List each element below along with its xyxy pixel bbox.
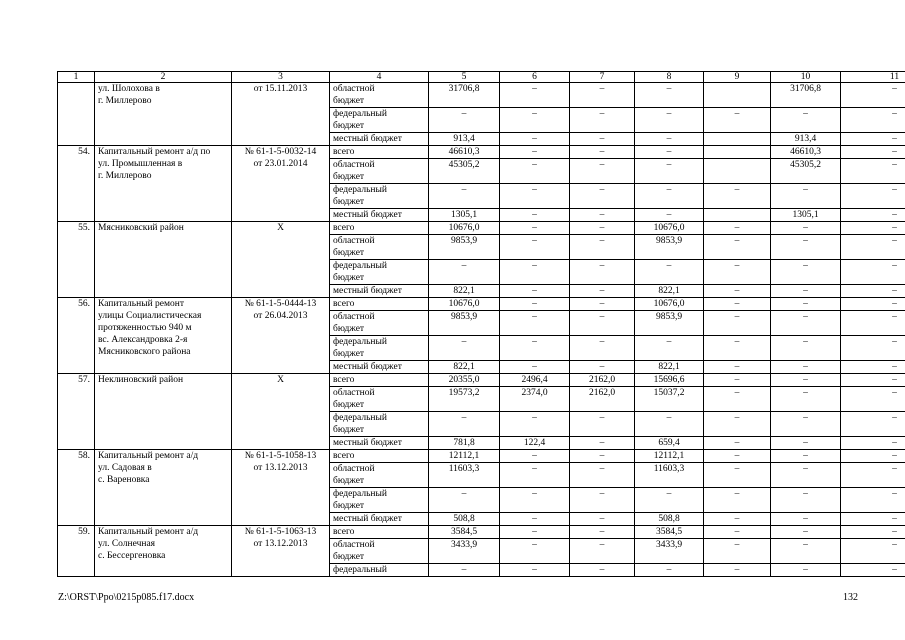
value-cell: 45305,2 <box>429 159 500 184</box>
value-cell: – <box>771 463 841 488</box>
value-cell: 10676,0 <box>429 298 500 311</box>
value-cell: – <box>635 146 704 159</box>
header-row <box>58 72 905 83</box>
value-cell: – <box>841 222 905 235</box>
value-cell: – <box>704 412 771 437</box>
object-name-cell: Мясниковский район <box>95 222 232 298</box>
value-cell: – <box>704 463 771 488</box>
value-cell: – <box>635 83 704 108</box>
value-cell: – <box>771 184 841 209</box>
budget-source-cell: всего <box>330 146 429 159</box>
value-cell: – <box>635 159 704 184</box>
value-cell: – <box>841 526 905 539</box>
value-cell <box>704 209 771 222</box>
table-row <box>58 526 905 539</box>
table-row <box>58 450 905 463</box>
value-cell: – <box>771 412 841 437</box>
value-cell: – <box>704 513 771 526</box>
value-cell: 2162,0 <box>570 374 635 387</box>
budget-source-cell: федеральный бюджет <box>330 260 429 285</box>
value-cell: – <box>635 209 704 222</box>
value-cell: – <box>771 387 841 412</box>
value-cell: – <box>500 184 570 209</box>
value-cell: 10676,0 <box>635 222 704 235</box>
document-cell: от 15.11.2013 <box>232 83 330 146</box>
table-body <box>58 83 905 577</box>
value-cell: – <box>500 260 570 285</box>
value-cell: – <box>841 336 905 361</box>
value-cell: – <box>570 260 635 285</box>
document-cell: Х <box>232 222 330 298</box>
value-cell: – <box>500 513 570 526</box>
budget-source-cell: федеральный бюджет <box>330 488 429 513</box>
value-cell: – <box>841 285 905 298</box>
budget-source-cell: областной бюджет <box>330 311 429 336</box>
value-cell: – <box>771 108 841 133</box>
value-cell: 12112,1 <box>429 450 500 463</box>
budget-source-cell: всего <box>330 222 429 235</box>
budget-source-cell: федеральный бюджет <box>330 336 429 361</box>
row-number-cell: 59. <box>58 526 95 577</box>
budget-source-cell: местный бюджет <box>330 209 429 222</box>
budget-source-cell: федеральный <box>330 564 429 577</box>
value-cell: – <box>771 361 841 374</box>
value-cell: – <box>841 387 905 412</box>
budget-source-cell: областной бюджет <box>330 159 429 184</box>
table-row <box>58 374 905 387</box>
value-cell: – <box>570 298 635 311</box>
value-cell: – <box>570 222 635 235</box>
value-cell: 15037,2 <box>635 387 704 412</box>
value-cell: – <box>635 133 704 146</box>
budget-source-cell: всего <box>330 374 429 387</box>
header-cell: 7 <box>570 72 635 83</box>
value-cell: – <box>704 526 771 539</box>
value-cell: 1305,1 <box>771 209 841 222</box>
object-name-cell: Капитальный ремонт а/д ул. Солнечная с. Бессергеновка <box>95 526 232 577</box>
value-cell: – <box>570 235 635 260</box>
value-cell: – <box>570 311 635 336</box>
value-cell <box>704 159 771 184</box>
value-cell: 31706,8 <box>771 83 841 108</box>
value-cell: 3433,9 <box>635 539 704 564</box>
value-cell: – <box>500 209 570 222</box>
value-cell: – <box>635 336 704 361</box>
value-cell: – <box>570 412 635 437</box>
value-cell: 1305,1 <box>429 209 500 222</box>
value-cell: – <box>570 146 635 159</box>
document-cell: № 61-1-5-1063-13 от 13.12.2013 <box>232 526 330 577</box>
page-number: 132 <box>843 592 858 603</box>
value-cell: 659,4 <box>635 437 704 450</box>
value-cell: – <box>570 209 635 222</box>
row-number-cell <box>58 83 95 146</box>
document-cell: № 61-1-5-0444-13 от 26.04.2013 <box>232 298 330 374</box>
value-cell: – <box>500 285 570 298</box>
value-cell: – <box>771 260 841 285</box>
value-cell: 2374,0 <box>500 387 570 412</box>
header-cell: 8 <box>635 72 704 83</box>
row-number-cell: 57. <box>58 374 95 450</box>
value-cell: – <box>771 539 841 564</box>
table-row <box>58 222 905 235</box>
value-cell: 508,8 <box>429 513 500 526</box>
table-row <box>58 298 905 311</box>
header-cell: 3 <box>232 72 330 83</box>
value-cell: – <box>841 539 905 564</box>
value-cell: – <box>841 159 905 184</box>
value-cell: – <box>841 133 905 146</box>
value-cell: 822,1 <box>635 361 704 374</box>
value-cell: – <box>704 222 771 235</box>
header-cell: 4 <box>330 72 429 83</box>
value-cell: – <box>429 412 500 437</box>
value-cell: – <box>771 450 841 463</box>
value-cell: – <box>841 209 905 222</box>
value-cell: – <box>570 539 635 564</box>
object-name-cell: Капитальный ремонт улицы Социалистическая протяженностью 940 м вс. Александровка 2-я Мясниковского района <box>95 298 232 374</box>
value-cell: – <box>841 463 905 488</box>
value-cell: – <box>841 488 905 513</box>
value-cell <box>704 133 771 146</box>
value-cell <box>704 146 771 159</box>
object-name-cell: Капитальный ремонт а/д ул. Садовая в с. Вареновка <box>95 450 232 526</box>
value-cell: – <box>570 361 635 374</box>
value-cell: 2162,0 <box>570 387 635 412</box>
value-cell: – <box>570 83 635 108</box>
budget-table <box>57 71 905 577</box>
document-cell: № 61-1-5-1058-13 от 13.12.2013 <box>232 450 330 526</box>
value-cell: 45305,2 <box>771 159 841 184</box>
value-cell: – <box>500 488 570 513</box>
value-cell: – <box>570 184 635 209</box>
value-cell: – <box>704 450 771 463</box>
value-cell: – <box>500 336 570 361</box>
value-cell: – <box>500 235 570 260</box>
value-cell: – <box>841 83 905 108</box>
value-cell: – <box>570 463 635 488</box>
value-cell: – <box>429 184 500 209</box>
value-cell: 10676,0 <box>635 298 704 311</box>
value-cell: – <box>570 488 635 513</box>
value-cell: – <box>704 108 771 133</box>
value-cell: 20355,0 <box>429 374 500 387</box>
value-cell: – <box>635 184 704 209</box>
value-cell: – <box>570 108 635 133</box>
value-cell: – <box>570 336 635 361</box>
value-cell: 2496,4 <box>500 374 570 387</box>
value-cell: – <box>500 526 570 539</box>
value-cell: – <box>429 260 500 285</box>
table-row <box>58 83 905 108</box>
budget-source-cell: федеральный бюджет <box>330 184 429 209</box>
value-cell: 781,8 <box>429 437 500 450</box>
value-cell: – <box>704 387 771 412</box>
value-cell: 12112,1 <box>635 450 704 463</box>
value-cell: – <box>635 564 704 577</box>
value-cell: – <box>500 564 570 577</box>
value-cell: – <box>771 374 841 387</box>
value-cell: – <box>704 285 771 298</box>
header-cell: 10 <box>771 72 841 83</box>
value-cell: – <box>841 260 905 285</box>
header-cell: 9 <box>704 72 771 83</box>
value-cell: – <box>704 437 771 450</box>
budget-source-cell: федеральный бюджет <box>330 108 429 133</box>
value-cell: – <box>841 564 905 577</box>
budget-source-cell: местный бюджет <box>330 361 429 374</box>
value-cell: 508,8 <box>635 513 704 526</box>
value-cell: 9853,9 <box>635 311 704 336</box>
value-cell: – <box>570 564 635 577</box>
value-cell: – <box>500 133 570 146</box>
budget-source-cell: всего <box>330 526 429 539</box>
value-cell: – <box>771 222 841 235</box>
value-cell: 122,4 <box>500 437 570 450</box>
value-cell: – <box>570 133 635 146</box>
row-number-cell: 56. <box>58 298 95 374</box>
value-cell: – <box>704 260 771 285</box>
value-cell: – <box>841 437 905 450</box>
value-cell: 11603,3 <box>635 463 704 488</box>
value-cell: – <box>771 513 841 526</box>
value-cell: – <box>841 412 905 437</box>
value-cell: 822,1 <box>429 285 500 298</box>
value-cell: – <box>500 83 570 108</box>
value-cell: 9853,9 <box>635 235 704 260</box>
value-cell: – <box>841 184 905 209</box>
value-cell: 913,4 <box>429 133 500 146</box>
budget-source-cell: областной бюджет <box>330 235 429 260</box>
value-cell: – <box>429 564 500 577</box>
value-cell: – <box>841 298 905 311</box>
value-cell: – <box>704 298 771 311</box>
value-cell: 31706,8 <box>429 83 500 108</box>
value-cell: – <box>841 235 905 260</box>
value-cell: 913,4 <box>771 133 841 146</box>
value-cell: – <box>500 539 570 564</box>
value-cell: – <box>704 336 771 361</box>
object-name-cell: ул. Шолохова в г. Миллерово <box>95 83 232 146</box>
value-cell: 3584,5 <box>635 526 704 539</box>
value-cell: – <box>500 108 570 133</box>
header-cell: 2 <box>95 72 232 83</box>
value-cell: – <box>841 513 905 526</box>
value-cell: – <box>429 488 500 513</box>
budget-source-cell: местный бюджет <box>330 513 429 526</box>
value-cell: 3584,5 <box>429 526 500 539</box>
value-cell: – <box>704 539 771 564</box>
value-cell: 11603,3 <box>429 463 500 488</box>
object-name-cell: Неклиновский район <box>95 374 232 450</box>
value-cell: – <box>771 336 841 361</box>
budget-source-cell: местный бюджет <box>330 285 429 298</box>
object-name-cell: Капитальный ремонт а/д по ул. Промышленная в г. Миллерово <box>95 146 232 222</box>
value-cell: – <box>771 488 841 513</box>
value-cell: – <box>841 361 905 374</box>
budget-source-cell: местный бюджет <box>330 437 429 450</box>
budget-source-cell: областной бюджет <box>330 539 429 564</box>
budget-source-cell: всего <box>330 450 429 463</box>
value-cell: – <box>635 412 704 437</box>
row-number-cell: 54. <box>58 146 95 222</box>
value-cell: – <box>704 361 771 374</box>
value-cell: – <box>841 374 905 387</box>
value-cell: – <box>429 108 500 133</box>
value-cell: 9853,9 <box>429 311 500 336</box>
value-cell: – <box>704 184 771 209</box>
value-cell: – <box>841 146 905 159</box>
value-cell: – <box>635 108 704 133</box>
value-cell: – <box>570 513 635 526</box>
value-cell: 15696,6 <box>635 374 704 387</box>
value-cell: – <box>771 526 841 539</box>
budget-source-cell: областной бюджет <box>330 83 429 108</box>
value-cell: – <box>704 488 771 513</box>
budget-source-cell: областной бюджет <box>330 463 429 488</box>
value-cell: – <box>704 235 771 260</box>
document-cell: Х <box>232 374 330 450</box>
value-cell: 3433,9 <box>429 539 500 564</box>
value-cell: – <box>570 450 635 463</box>
value-cell: – <box>771 311 841 336</box>
header-cell: 1 <box>58 72 95 83</box>
value-cell: 822,1 <box>429 361 500 374</box>
budget-source-cell: местный бюджет <box>330 133 429 146</box>
value-cell: – <box>635 260 704 285</box>
value-cell: – <box>570 285 635 298</box>
budget-source-cell: федеральный бюджет <box>330 412 429 437</box>
budget-source-cell: всего <box>330 298 429 311</box>
value-cell: – <box>704 564 771 577</box>
value-cell: 9853,9 <box>429 235 500 260</box>
value-cell: – <box>771 285 841 298</box>
value-cell: – <box>570 526 635 539</box>
value-cell: – <box>771 437 841 450</box>
footer-file-path: Z:\ORST\Ppo\0215p085.f17.docx <box>58 592 195 603</box>
value-cell: 46610,3 <box>429 146 500 159</box>
value-cell <box>704 83 771 108</box>
header-cell: 6 <box>500 72 570 83</box>
value-cell: – <box>500 146 570 159</box>
value-cell: – <box>429 336 500 361</box>
value-cell: – <box>771 564 841 577</box>
value-cell: 46610,3 <box>771 146 841 159</box>
document-cell: № 61-1-5-0032-14 от 23.01.2014 <box>232 146 330 222</box>
value-cell: – <box>500 450 570 463</box>
value-cell: – <box>841 311 905 336</box>
value-cell: – <box>500 412 570 437</box>
value-cell: – <box>500 298 570 311</box>
value-cell: – <box>841 450 905 463</box>
table-row <box>58 146 905 159</box>
value-cell: – <box>500 463 570 488</box>
value-cell: – <box>500 361 570 374</box>
budget-source-cell: областной бюджет <box>330 387 429 412</box>
value-cell: – <box>500 222 570 235</box>
value-cell: 10676,0 <box>429 222 500 235</box>
value-cell: 822,1 <box>635 285 704 298</box>
value-cell: – <box>635 488 704 513</box>
value-cell: 19573,2 <box>429 387 500 412</box>
value-cell: – <box>771 235 841 260</box>
value-cell: – <box>500 311 570 336</box>
value-cell: – <box>500 159 570 184</box>
row-number-cell: 55. <box>58 222 95 298</box>
header-cell: 5 <box>429 72 500 83</box>
value-cell: – <box>570 159 635 184</box>
value-cell: – <box>570 437 635 450</box>
row-number-cell: 58. <box>58 450 95 526</box>
value-cell: – <box>771 298 841 311</box>
value-cell: – <box>704 311 771 336</box>
value-cell: – <box>841 108 905 133</box>
value-cell: – <box>704 374 771 387</box>
header-cell: 11 <box>841 72 905 83</box>
